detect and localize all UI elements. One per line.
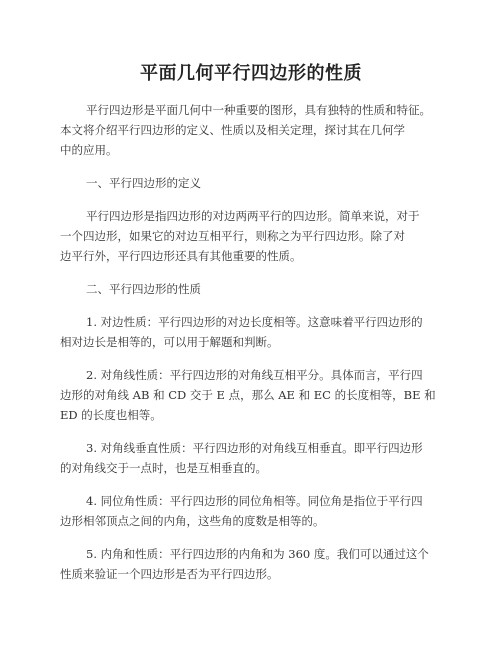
property-3-paragraph xyxy=(60,438,442,478)
section1-line-1: 平行四边形是指四边形的对边两两平行的四边形。简单来说，对于 xyxy=(86,209,420,223)
section1-line-3: 边平行外，平行四边形还具有其他重要的性质。 xyxy=(60,249,302,263)
document-title: 平面几何平行四边形的性质 xyxy=(140,63,362,84)
section1-line-2: 一个四边形，如果它的对边互相平行，则称之为平行四边形。除了对 xyxy=(60,229,405,243)
property-4-paragraph xyxy=(60,491,442,531)
property-1-line-1: 1. 对边性质：平行四边形的对边长度相等。这意味着平行四边形的 xyxy=(86,315,423,329)
property-2-line-3: ED 的长度也相等。 xyxy=(60,408,162,422)
property-2-paragraph xyxy=(60,365,442,425)
section1-paragraph xyxy=(60,206,442,266)
intro-line-3: 中的应用。 xyxy=(60,143,118,157)
property-5-line-1: 5. 内角和性质：平行四边形的内角和为 360 度。我们可以通过这个 xyxy=(86,547,429,561)
property-4-line-1: 4. 同位角性质：平行四边形的同位角相等。同位角是指位于平行四 xyxy=(86,494,423,508)
property-3-line-1: 3. 对角线垂直性质：平行四边形的对角线互相垂直。即平行四边形 xyxy=(86,441,423,455)
property-5-line-2: 性质来验证一个四边形是否为平行四边形。 xyxy=(60,567,279,581)
property-1-line-2: 相对边长是相等的，可以用于解题和判断。 xyxy=(60,335,279,349)
property-4-line-2: 边形相邻顶点之间的内角，这些角的度数是相等的。 xyxy=(60,514,325,528)
section1-heading: 一、平行四边形的定义 xyxy=(86,176,201,190)
intro-line-1: 平行四边形是平面几何中一种重要的图形，具有独特的性质和特征。 xyxy=(86,103,431,117)
property-2-line-2: 边形的对角线 AB 和 CD 交于 E 点，那么 AE 和 EC 的长度相等，BE 和 xyxy=(60,388,436,402)
intro-paragraph xyxy=(60,100,442,160)
intro-line-2: 本文将介绍平行四边形的定义、性质以及相关定理，探讨其在几何学 xyxy=(60,123,405,137)
property-1-paragraph xyxy=(60,312,442,352)
property-3-line-2: 的对角线交于一点时，也是互相垂直的。 xyxy=(60,461,267,475)
property-2-line-1: 2. 对角线性质：平行四边形的对角线互相平分。具体而言，平行四 xyxy=(86,368,423,382)
section2-heading: 二、平行四边形的性质 xyxy=(86,282,201,296)
property-5-paragraph xyxy=(60,544,442,584)
